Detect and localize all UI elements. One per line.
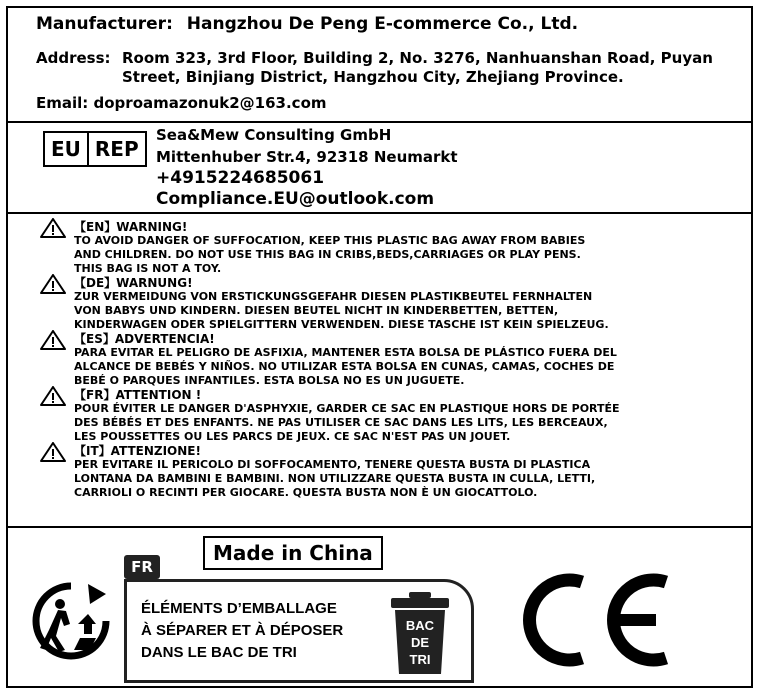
warning-triangle-icon bbox=[40, 218, 66, 238]
warning-line: TO AVOID DANGER OF SUFFOCATION, KEEP THIS PLASTIC BAG AWAY FROM BABIES bbox=[74, 234, 586, 247]
warning-block-it bbox=[40, 444, 720, 500]
warning-line: PARA EVITAR EL PELIGRO DE ASFIXIA, MANTENER ESTA BOLSA DE PLÁSTICO FUERA DEL bbox=[74, 346, 617, 359]
warnings-section bbox=[40, 220, 720, 500]
triman-text bbox=[141, 598, 343, 664]
triman-info-box bbox=[124, 579, 474, 683]
ce-mark-icon bbox=[510, 570, 680, 670]
email-line bbox=[36, 94, 327, 112]
eu-rep-badge bbox=[43, 131, 147, 167]
eu-rep-email: Compliance.EU@outlook.com bbox=[156, 189, 435, 209]
warning-line: KINDERWAGEN ODER SPIELGITTERN VERWENDEN. DIESE TASCHE IST KEIN SPIELZEUG. bbox=[74, 318, 609, 331]
warning-heading-en bbox=[40, 220, 720, 234]
triman-recycle-icon bbox=[30, 580, 112, 662]
divider bbox=[8, 526, 751, 528]
warning-block-es bbox=[40, 332, 720, 388]
triman-line: DANS LE BAC DE TRI bbox=[141, 644, 297, 661]
warning-line: DES BÉBÉS ET DES ENFANTS. NE PAS UTILISER CE SAC DANS LES LITS, LES BERCEAUX, bbox=[74, 416, 608, 429]
eu-rep-phone: +4915224685061 bbox=[156, 168, 325, 188]
warning-heading-es bbox=[40, 332, 720, 346]
warning-line: POUR ÉVITER LE DANGER D'ASPHYXIE, GARDER CE SAC EN PLASTIQUE HORS DE PORTÉE bbox=[74, 402, 620, 415]
sorting-bin-icon bbox=[389, 592, 451, 676]
warning-heading-text: 【EN】WARNING! bbox=[74, 220, 188, 234]
warning-line: BEBÉ O PARQUES INFANTILES. ESTA BOLSA NO ES UN JUGUETE. bbox=[74, 374, 465, 387]
warning-block-en bbox=[40, 220, 720, 276]
warning-line: VON BABYS UND KINDERN. DIESEN BEUTEL NICHT IN KINDERBETTEN, BETTEN, bbox=[74, 304, 559, 317]
bin-text: DE bbox=[410, 635, 430, 650]
warning-line: ZUR VERMEIDUNG VON ERSTICKUNGSGEFAHR DIESEN PLASTIKBEUTEL FERNHALTEN bbox=[74, 290, 593, 303]
warning-heading-text: 【IT】ATTENZIONE! bbox=[74, 444, 201, 458]
made-in-box: Made in China bbox=[203, 536, 383, 570]
triman-line: ÉLÉMENTS D’EMBALLAGE bbox=[141, 600, 337, 617]
manufacturer-value: Hangzhou De Peng E-commerce Co., Ltd. bbox=[186, 14, 579, 34]
eu-rep-address: Mittenhuber Str.4, 92318 Neumarkt bbox=[156, 148, 458, 166]
email-value: doproamazonuk2@163.com bbox=[93, 94, 327, 112]
warning-line: THIS BAG IS NOT A TOY. bbox=[74, 262, 222, 275]
warning-heading-text: 【DE】WARNUNG! bbox=[74, 276, 193, 290]
eu-rep-name: Sea&Mew Consulting GmbH bbox=[156, 126, 392, 144]
warning-line: ALCANCE DE BEBÉS Y NIÑOS. NO UTILIZAR ESTA BOLSA EN CUNAS, CAMAS, COCHES DE bbox=[74, 360, 615, 373]
warning-line: PER EVITARE IL PERICOLO DI SOFFOCAMENTO, TENERE QUESTA BUSTA DI PLASTICA bbox=[74, 458, 591, 471]
warning-block-fr bbox=[40, 388, 720, 444]
warning-line: CARRIOLI O RECINTI PER GIOCARE. QUESTA BUSTA NON È UN GIOCATTOLO. bbox=[74, 486, 538, 499]
eu-rep-badge-right: REP bbox=[94, 137, 139, 161]
email-label: Email: bbox=[36, 94, 89, 112]
warning-heading-text: 【FR】ATTENTION ! bbox=[74, 388, 202, 402]
warning-heading-de bbox=[40, 276, 720, 290]
warning-triangle-icon bbox=[40, 274, 66, 294]
address-value: Room 323, 3rd Floor, Building 2, No. 3276, Nanhuanshan Road, Puyan Street, Binjiang District, Hangzhou City, Zhejiang Province. bbox=[122, 49, 713, 86]
warning-heading-fr bbox=[40, 388, 720, 402]
eu-rep-badge-left: EU bbox=[45, 133, 89, 165]
warning-line: LES POUSSETTES OU LES PARCS DE JEUX. CE SAC N'EST PAS UN JOUET. bbox=[74, 430, 511, 443]
manufacturer-line bbox=[36, 14, 578, 34]
warning-block-de bbox=[40, 276, 720, 332]
warning-heading-text: 【ES】ADVERTENCIA! bbox=[74, 332, 215, 346]
triman-line: À SÉPARER ET À DÉPOSER bbox=[141, 622, 344, 639]
address-label: Address: bbox=[36, 49, 111, 67]
bin-text: TRI bbox=[409, 652, 431, 667]
warning-line: LONTANA DA BAMBINI E BAMBINI. NON UTILIZZARE QUESTA BUSTA IN CULLA, LETTI, bbox=[74, 472, 596, 485]
manufacturer-label: Manufacturer: bbox=[36, 14, 173, 34]
divider bbox=[8, 212, 751, 214]
bin-text: BAC bbox=[405, 618, 435, 633]
warning-line: AND CHILDREN. DO NOT USE THIS BAG IN CRIBS,BEDS,CARRIAGES OR PLAY PENS. bbox=[74, 248, 581, 261]
warning-heading-it bbox=[40, 444, 720, 458]
warning-triangle-icon bbox=[40, 386, 66, 406]
country-tag-fr: FR bbox=[124, 555, 160, 579]
warning-triangle-icon bbox=[40, 442, 66, 462]
divider bbox=[8, 121, 751, 123]
warning-triangle-icon bbox=[40, 330, 66, 350]
